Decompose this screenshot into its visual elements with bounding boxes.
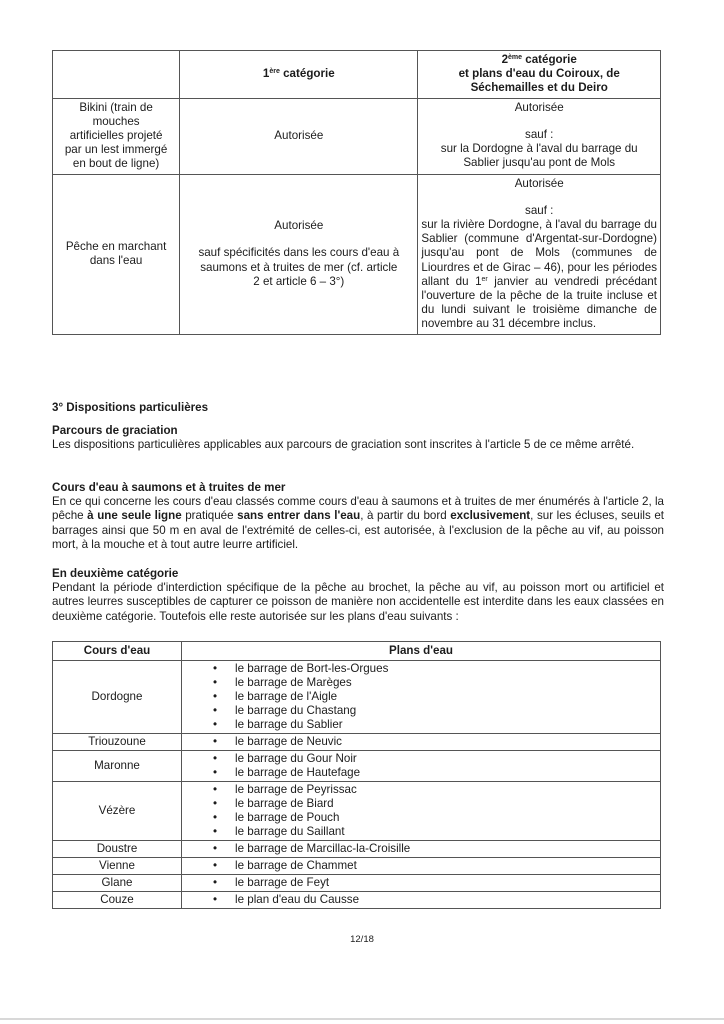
deuxieme-heading: En deuxième catégorie	[52, 567, 179, 580]
plans-deau-cell	[182, 841, 661, 858]
fishing-methods-table	[52, 50, 661, 335]
graciation-text: Les dispositions particulières applicables aux parcours de graciation sont inscrites à l'article 5 de ce même arrêté.	[52, 438, 635, 452]
table-row	[53, 782, 661, 841]
table-row	[53, 875, 661, 892]
list-item: • le barrage de Marcillac-la-Croisille	[185, 842, 657, 856]
table-row	[53, 734, 661, 751]
plans-deau-cell	[182, 875, 661, 892]
plans-deau-table	[52, 641, 661, 909]
river-name-cell: Glane	[53, 875, 182, 892]
table-header-row	[53, 51, 661, 99]
list-item: • le barrage du Saillant	[185, 825, 657, 839]
list-item: • le barrage de Hautefage	[185, 766, 657, 780]
table-row	[53, 892, 661, 909]
plans-deau-cell	[182, 734, 661, 751]
list-item: • le barrage de Peyrissac	[185, 783, 657, 797]
graciation-heading: Parcours de graciation	[52, 424, 178, 437]
list-item: • le barrage de Bort-les-Orgues	[185, 662, 657, 676]
list-item: • le barrage de Feyt	[185, 876, 657, 890]
list-item: • le barrage du Sablier	[185, 718, 657, 732]
row-label-bikini: Bikini (train de mouches artificielles projeté par un lest immergé en bout de ligne)	[53, 98, 180, 174]
header-2nd-category: 2ème catégorie et plans d'eau du Coiroux, de Séchemailles et du Deiro	[418, 51, 661, 99]
peche-marchant-cat2-cell: Autorisée sauf : sur la rivière Dordogne, à l'aval du barrage du Sablier (commune d'Argentat-sur-Dordogne) jusqu'au pont de Mols (communes de Liourdres et de Girac – 46), pour les périodes allant du 1er janvier au vendredi précédant l'ouverture de la pêche de la truite incluse et du lundi suivant le troisième dimanche de novembre au 31 décembre inclus.	[418, 174, 661, 334]
graciation-block	[52, 424, 664, 452]
list-item: • le barrage du Gour Noir	[185, 752, 657, 766]
river-name-cell: Dordogne	[53, 661, 182, 734]
saumons-text: En ce qui concerne les cours d'eau classés comme cours d'eau à saumons et à truites de mer énumérés à l'article 2, la pêche à une seule ligne pratiquée sans entrer dans l'eau, à partir du bord exclusivement, sur les écluses, seuils et barrages ainsi que 50 m en aval de l'extrémité de celles-ci, est autorisée, à l'exclusion de la pêche au vif, au poisson mort, à la mouche et à tout autre leurre artificiel.	[52, 495, 665, 551]
table-row	[53, 174, 661, 334]
plans-deau-cell	[182, 661, 661, 734]
table-header-row	[53, 642, 661, 661]
river-name-cell: Maronne	[53, 751, 182, 782]
scan-edge	[0, 1018, 724, 1020]
river-name-cell: Vézère	[53, 782, 182, 841]
deuxieme-text: Pendant la période d'interdiction spécifique de la pêche au brochet, la pêche au vif, au poisson mort ou artificiel et autres leurres susceptibles de capturer ce poisson de manière non accidentelle est interdite dans les eaux classées en deuxième catégorie. Toutefois elle reste autorisée sur les plans d'eau suivants :	[52, 581, 664, 623]
list-item: • le barrage de Marèges	[185, 676, 657, 690]
plans-deau-list	[185, 859, 657, 873]
header-plans-deau: Plans d'eau	[182, 642, 661, 661]
list-item: • le barrage de l'Aigle	[185, 690, 657, 704]
plans-deau-cell	[182, 782, 661, 841]
list-item: • le barrage de Chammet	[185, 859, 657, 873]
plans-deau-list	[185, 783, 657, 839]
table-row	[53, 858, 661, 875]
list-item: • le barrage de Neuvic	[185, 735, 657, 749]
table-row	[53, 751, 661, 782]
row-label-peche-marchant: Pêche en marchant dans l'eau	[53, 174, 180, 334]
deuxieme-block	[52, 567, 664, 624]
plans-deau-cell	[182, 892, 661, 909]
river-name-cell: Couze	[53, 892, 182, 909]
bikini-cat2-cell: Autorisée sauf : sur la Dordogne à l'aval du barrage du Sablier jusqu'au pont de Mols	[418, 98, 661, 174]
header-cours-deau: Cours d'eau	[53, 642, 182, 661]
plans-deau-list	[185, 842, 657, 856]
page-number: 12/18	[350, 934, 374, 945]
river-name-cell: Triouzoune	[53, 734, 182, 751]
plans-deau-list	[185, 752, 657, 780]
plans-deau-list	[185, 662, 657, 732]
plans-deau-list	[185, 893, 657, 907]
section-title: 3° Dispositions particulières	[52, 401, 209, 414]
bikini-cat1-cell: Autorisée	[180, 98, 418, 174]
table-row	[53, 98, 661, 174]
saumons-heading: Cours d'eau à saumons et à truites de mer	[52, 481, 286, 494]
river-name-cell: Doustre	[53, 841, 182, 858]
saumons-block	[52, 481, 664, 552]
plans-deau-list	[185, 735, 657, 749]
table-row	[53, 661, 661, 734]
plans-deau-cell	[182, 858, 661, 875]
peche-marchant-cat1-cell: Autorisée sauf spécificités dans les cours d'eau à saumons et à truites de mer (cf. article 2 et article 6 – 3°)	[180, 174, 418, 334]
empty-header-cell	[53, 51, 180, 99]
header-1st-category: 1ère catégorie	[180, 51, 418, 99]
river-name-cell: Vienne	[53, 858, 182, 875]
plans-deau-list	[185, 876, 657, 890]
table-row	[53, 841, 661, 858]
list-item: • le barrage de Pouch	[185, 811, 657, 825]
list-item: • le barrage du Chastang	[185, 704, 657, 718]
list-item: • le barrage de Biard	[185, 797, 657, 811]
list-item: • le plan d'eau du Causse	[185, 893, 657, 907]
plans-deau-cell	[182, 751, 661, 782]
